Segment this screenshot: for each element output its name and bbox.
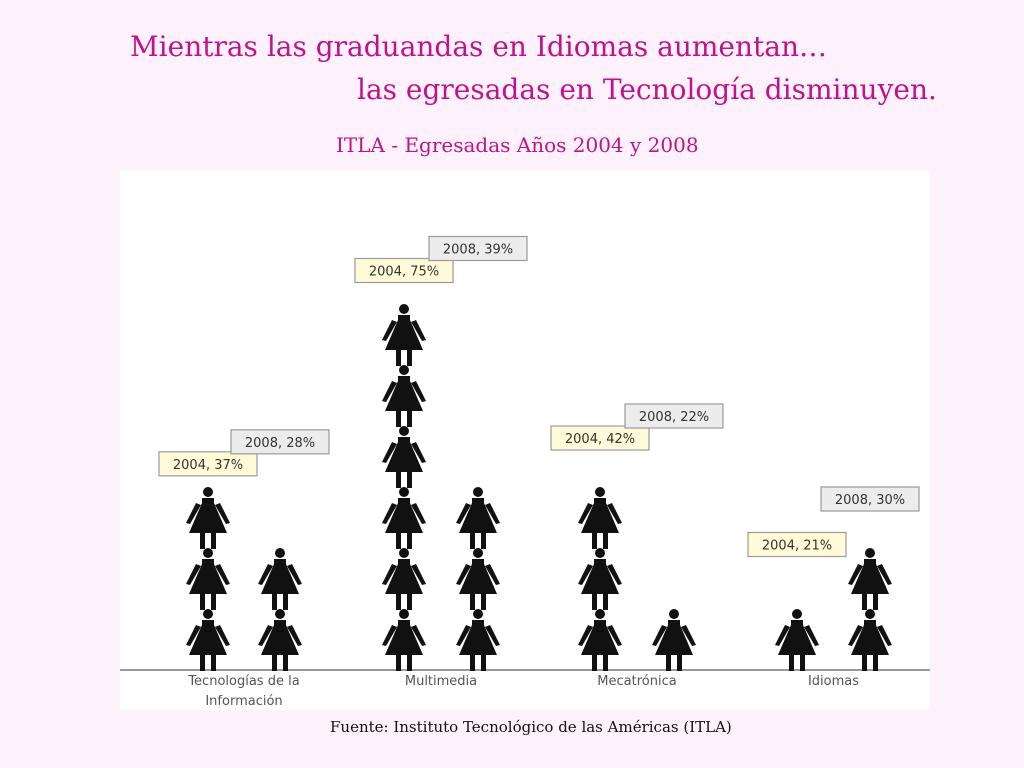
page-title-line-1: Mientras las graduandas en Idiomas aumentan… <box>130 30 827 63</box>
woman-icon <box>848 548 892 610</box>
data-label-2004-2 <box>355 259 453 283</box>
data-label-text: 2008, 28% <box>244 435 316 451</box>
woman-icon <box>578 548 622 610</box>
bar-2008-2 <box>456 426 500 671</box>
data-label-2008-1 <box>231 430 329 454</box>
woman-icon <box>652 609 696 671</box>
data-label-text: 2008, 22% <box>638 410 710 425</box>
category-label: Tecnologías de la <box>188 674 300 689</box>
bar-2008-4 <box>848 487 892 671</box>
bar-2004-4 <box>775 548 819 671</box>
woman-icon <box>382 426 426 488</box>
woman-icon <box>456 487 500 549</box>
category-label: Multimedia <box>404 674 478 689</box>
woman-icon <box>456 609 500 671</box>
woman-icon <box>848 609 892 671</box>
woman-icon-partial <box>456 426 500 488</box>
data-label-2008-3 <box>625 404 723 428</box>
data-label-text: 2004, 21% <box>761 538 833 554</box>
woman-icon <box>186 609 230 671</box>
woman-icon <box>382 609 426 671</box>
category-label: Idiomas <box>807 674 860 689</box>
data-label-text: 2008, 39% <box>442 242 514 258</box>
bar-2008-1 <box>258 487 302 671</box>
data-label-2004-3 <box>551 426 649 450</box>
woman-icon <box>456 548 500 610</box>
woman-icon <box>382 548 426 610</box>
chart-panel <box>120 170 930 710</box>
data-label-text: 2004, 42% <box>564 432 636 447</box>
data-label-text: 2008, 30% <box>834 493 906 508</box>
chart-source: Fuente: Instituto Tecnológico de las Américas (ITLA) <box>330 718 732 736</box>
data-label-2008-2 <box>429 237 527 261</box>
woman-icon <box>258 609 302 671</box>
pictogram-chart <box>120 170 930 710</box>
category-label: Información <box>205 694 283 709</box>
woman-icon <box>258 548 302 610</box>
data-label-text: 2004, 37% <box>172 457 244 473</box>
woman-icon <box>775 609 819 671</box>
bar-2008-3 <box>652 548 696 671</box>
woman-icon <box>382 365 426 427</box>
chart-subtitle: ITLA - Egresadas Años 2004 y 2008 <box>336 133 699 157</box>
data-label-text: 2004, 75% <box>368 264 440 280</box>
data-label-2004-1 <box>159 452 257 476</box>
woman-icon-partial <box>652 548 696 610</box>
woman-icon <box>382 487 426 549</box>
page-title-line-2: las egresadas en Tecnología disminuyen. <box>357 73 937 106</box>
woman-icon-partial <box>258 487 302 549</box>
woman-icon <box>186 487 230 549</box>
category-label: Mecatrónica <box>597 674 677 689</box>
woman-icon <box>578 609 622 671</box>
woman-icon <box>186 548 230 610</box>
data-label-2008-4 <box>821 487 919 511</box>
bar-2004-3 <box>578 426 622 671</box>
data-label-2004-4 <box>748 533 846 557</box>
woman-icon-partial <box>775 548 819 610</box>
woman-icon <box>578 487 622 549</box>
woman-icon <box>382 304 426 366</box>
bar-2004-2 <box>382 243 426 671</box>
